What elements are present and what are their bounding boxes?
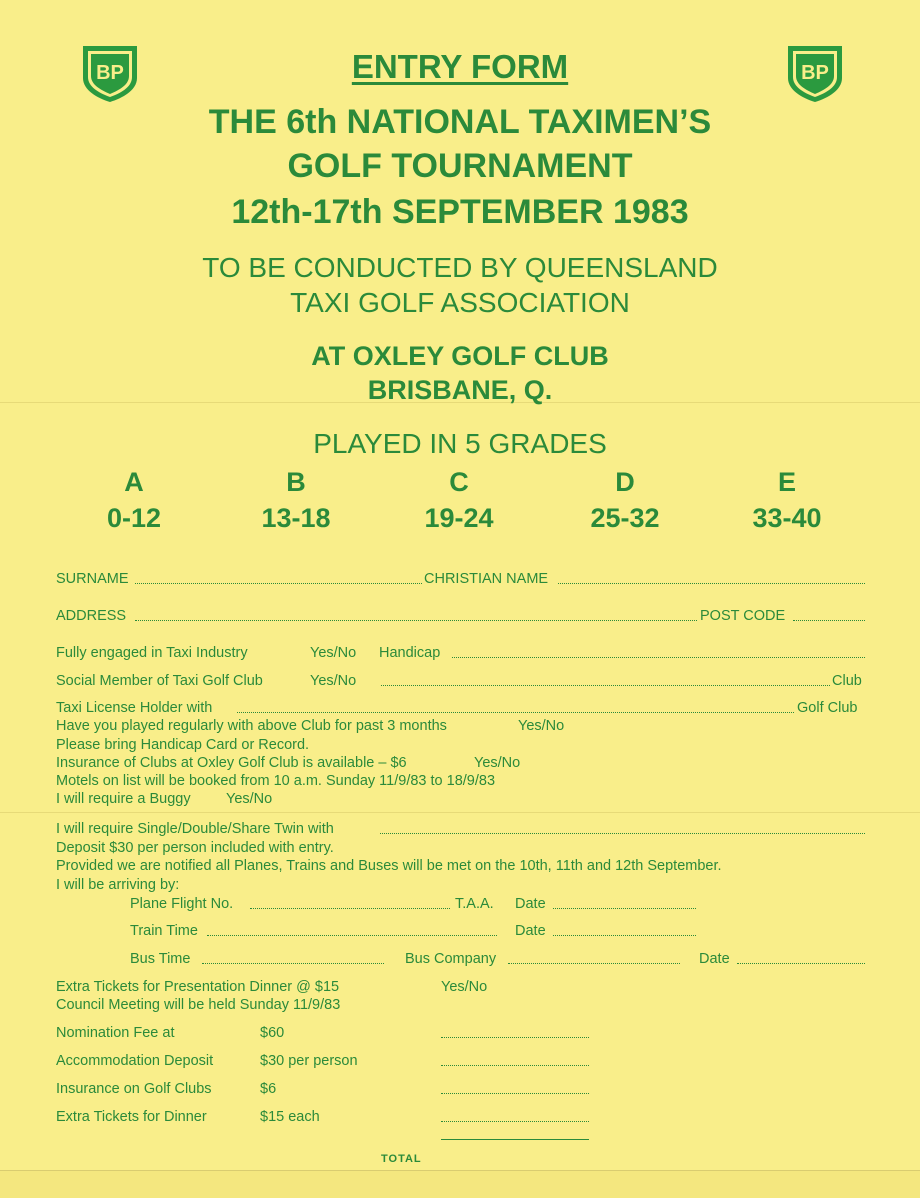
plane-field[interactable] [250, 907, 450, 909]
fee-field[interactable] [441, 1036, 589, 1038]
fee-field[interactable] [441, 1064, 589, 1066]
played-regularly-yes-no[interactable]: Yes/No [518, 718, 565, 734]
fee-field[interactable] [441, 1120, 589, 1122]
form-title: ENTRY FORM [351, 48, 569, 85]
plane-date-field[interactable] [553, 907, 696, 909]
fee-amount: $15 each [260, 1109, 320, 1125]
total-rule [441, 1139, 589, 1140]
grade-range: 33-40 [752, 503, 822, 533]
bus-label: Bus Time [130, 951, 191, 967]
social-member-label: Social Member of Taxi Golf Club [56, 673, 263, 689]
plane-date-label: Date [515, 896, 546, 912]
club-label: Club [832, 673, 862, 689]
room-label: I will require Single/Double/Share Twin with [56, 821, 334, 837]
bus-date-field[interactable] [737, 962, 865, 964]
address-field[interactable] [135, 619, 697, 621]
grade-letter: C [449, 467, 469, 497]
bring-card-text: Please bring Handicap Card or Record. [56, 737, 310, 753]
social-member-yes-no[interactable]: Yes/No [310, 673, 357, 689]
license-holder-label: Taxi License Holder with [56, 700, 213, 716]
event-name-line2: GOLF TOURNAMENT [287, 147, 633, 185]
insurance-label: Insurance of Clubs at Oxley Golf Club is available – $6 [56, 755, 407, 771]
council-text: Council Meeting will be held Sunday 11/9/83 [56, 997, 341, 1013]
grades-title: PLAYED IN 5 GRADES [313, 428, 607, 459]
taa-label: T.A.A. [455, 896, 494, 912]
buggy-label: I will require a Buggy [56, 791, 191, 807]
logo-text-right: BP [801, 62, 829, 84]
grade-letter: B [286, 467, 306, 497]
address-label: ADDRESS [56, 608, 127, 624]
grade-range: 13-18 [261, 503, 331, 533]
train-date-label: Date [515, 923, 546, 939]
bus-field[interactable] [202, 962, 384, 964]
fee-label: Extra Tickets for Dinner [56, 1109, 207, 1125]
handicap-label: Handicap [379, 645, 441, 661]
train-label: Train Time [130, 923, 198, 939]
buggy-yes-no[interactable]: Yes/No [226, 791, 273, 807]
met-text: Provided we are notified all Planes, Trains and Buses will be met on the 10th, 11th and 12th September. [56, 858, 722, 874]
deposit-text: Deposit $30 per person included with entry. [56, 840, 334, 856]
fee-amount: $30 per person [260, 1053, 358, 1069]
engaged-label: Fully engaged in Taxi Industry [56, 645, 248, 661]
grade-range: 25-32 [590, 503, 660, 533]
conducted-by-line2: TAXI GOLF ASSOCIATION [290, 287, 630, 318]
fee-label: Nomination Fee at [56, 1025, 175, 1041]
fee-field[interactable] [441, 1092, 589, 1094]
fee-label: Insurance on Golf Clubs [56, 1081, 212, 1097]
post-code-field[interactable] [793, 619, 865, 621]
page-fold [0, 1170, 920, 1198]
played-regularly-label: Have you played regularly with above Club for past 3 months [56, 718, 447, 734]
license-golf-club-field[interactable] [237, 711, 794, 713]
bus-date-label: Date [699, 951, 730, 967]
event-dates: 12th-17th SEPTEMBER 1983 [231, 193, 689, 231]
logo-text-left: BP [96, 62, 124, 84]
arriving-label: I will be arriving by: [56, 877, 180, 893]
surname-label: SURNAME [56, 571, 129, 587]
motels-text: Motels on list will be booked from 10 a.m. Sunday 11/9/83 to 18/9/83 [56, 773, 496, 789]
grade-letter: A [124, 467, 144, 497]
fee-amount: $60 [260, 1025, 285, 1041]
handicap-field[interactable] [452, 656, 865, 658]
extra-tickets-label: Extra Tickets for Presentation Dinner @ $15 [56, 979, 340, 995]
train-field[interactable] [207, 934, 497, 936]
conducted-by-line1: TO BE CONDUCTED BY QUEENSLAND [202, 252, 718, 283]
venue-line1: AT OXLEY GOLF CLUB [311, 341, 609, 371]
event-name-line1: THE 6th NATIONAL TAXIMEN’S [208, 103, 712, 141]
christian-name-label: CHRISTIAN NAME [424, 571, 549, 587]
fee-amount: $6 [260, 1081, 277, 1097]
insurance-yes-no[interactable]: Yes/No [474, 755, 521, 771]
bus-company-label: Bus Company [405, 951, 497, 967]
engaged-yes-no[interactable]: Yes/No [310, 645, 357, 661]
train-date-field[interactable] [553, 934, 696, 936]
room-field[interactable] [380, 832, 865, 834]
club-field[interactable] [381, 684, 830, 686]
post-code-label: POST CODE [700, 608, 786, 624]
venue-line2: BRISBANE, Q. [367, 375, 553, 405]
surname-field[interactable] [135, 582, 422, 584]
grade-letter: E [777, 467, 796, 497]
bus-company-field[interactable] [508, 962, 680, 964]
total-label: TOTAL [381, 1153, 422, 1165]
plane-label: Plane Flight No. [130, 896, 234, 912]
grade-letter: D [615, 467, 635, 497]
grade-range: 19-24 [424, 503, 494, 533]
fee-label: Accommodation Deposit [56, 1053, 214, 1069]
christian-name-field[interactable] [558, 582, 865, 584]
grade-range: 0-12 [106, 503, 162, 533]
extra-tickets-yes-no[interactable]: Yes/No [441, 979, 488, 995]
golf-club-label: Golf Club [797, 700, 858, 716]
